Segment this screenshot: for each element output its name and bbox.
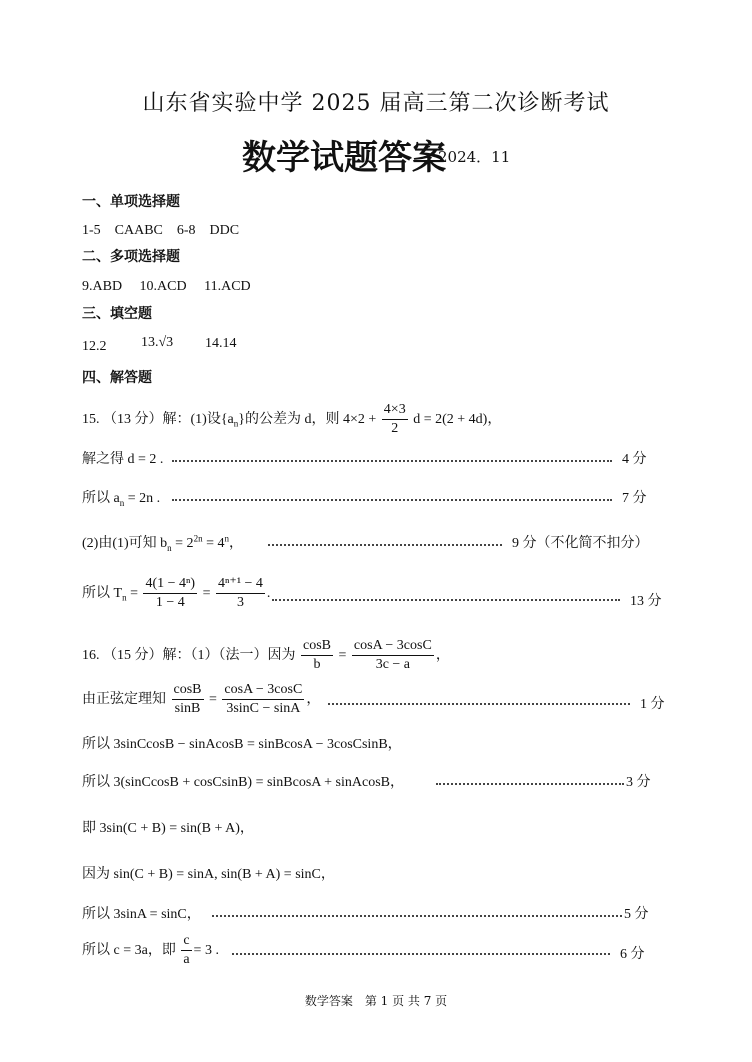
q15-fraction [382, 402, 408, 437]
q16-intro [82, 638, 450, 673]
q15-line-3-end: = 4 [202, 536, 225, 551]
dotted-leader [268, 543, 502, 546]
fill-blank-q12: 12.2 [82, 339, 107, 354]
dotted-leader [212, 914, 622, 917]
q16-line-7-text: 所以 c = 3a，即 [82, 942, 176, 958]
q15-line-3-sup: 2n [193, 533, 203, 544]
dotted-leader [232, 952, 610, 955]
q15-line-3-sup-2: n [224, 533, 229, 544]
q15-fraction-den: 2 [391, 421, 399, 437]
dotted-leader [172, 459, 612, 462]
multi-choice-answers: 9.ABD 10.ACD 11.ACD [82, 279, 251, 294]
q15-line-1-score: 4 分 [622, 452, 647, 467]
q16-line-1 [82, 682, 320, 717]
q15-line-4-text: 所以 T [82, 585, 123, 601]
q15-line-4-eq: = [126, 585, 138, 601]
q13-number: 13. [141, 335, 159, 350]
fill-blank-q13 [141, 335, 173, 351]
q16-f2-den: 3c − a [375, 657, 411, 673]
q16-l1-f2-den: 3sinC − sinA [226, 701, 301, 717]
q15-seq-close: } [238, 411, 245, 427]
q15-line-3 [82, 532, 243, 553]
q16-line-1-end: ， [306, 691, 321, 707]
q16-line-7 [82, 933, 219, 968]
section-heading-fill-blank: 三、填空题 [82, 306, 152, 322]
dotted-leader [436, 782, 624, 785]
q15-line-4-fraction-1 [143, 576, 197, 611]
q16-line-3: 所以 3(sinCcosB + cosCsinB) = sinBcosA + sinAcosB， [82, 775, 404, 790]
q16-line-1-eq: = [209, 691, 217, 707]
q16-line-7-end: = 3 . [193, 942, 219, 958]
q15-line-4-eq-2: = [202, 585, 211, 601]
section-heading-single-choice: 一、单项选择题 [82, 194, 180, 210]
q16-fraction-2 [352, 638, 434, 673]
q15-line-2-end: = 2n . [124, 491, 161, 506]
q13-value: √3 [158, 335, 174, 350]
q15-intro-text-2: 的公差为 d，则 4×2 + [245, 411, 377, 427]
q15-intro [82, 402, 501, 437]
q15-line-4-f2-num: 4ⁿ⁺¹ − 4 [216, 576, 265, 594]
q15-seq-open: {a [220, 411, 234, 427]
fill-blank-q14: 14.14 [205, 336, 237, 351]
q15-line-4-f2-den: 3 [236, 595, 244, 611]
q15-line-3-text: (2)由(1)可知 b [82, 536, 168, 551]
q16-intro-end: ， [435, 647, 450, 663]
q15-intro-text: 15. （13 分）解：(1)设 [82, 411, 221, 427]
q16-l7-f-num: c [181, 933, 191, 951]
q16-line-7-fraction [181, 933, 191, 968]
q15-line-4 [82, 576, 270, 611]
q16-l1-f2-num: cosA − 3cosC [222, 682, 304, 700]
q16-line-7-score: 6 分 [620, 947, 645, 962]
q15-line-3-sub: n [167, 542, 172, 553]
q15-line-4-sub: n [122, 592, 127, 603]
q16-f1-den: b [313, 657, 321, 673]
q16-line-4: 即 3sin(C + B) = sin(B + A)， [82, 821, 254, 836]
q16-l1-f1-den: sinB [174, 701, 201, 717]
q15-line-4-score: 13 分 [630, 594, 662, 609]
q16-l1-f1-num: cosB [172, 682, 204, 700]
section-heading-solutions: 四、解答题 [82, 370, 152, 386]
q15-line-2-text: 所以 a [82, 491, 120, 506]
q16-intro-text: 16. （15 分）解：（1）（法一）因为 [82, 647, 296, 663]
section-heading-multi-choice: 二、多项选择题 [82, 249, 180, 265]
page-footer: 数学答案 第 1 页 共 7 页 [304, 994, 448, 1008]
q15-line-3-score: 9 分（不化简不扣分） [512, 536, 649, 551]
q16-eq: = [338, 647, 347, 663]
dotted-leader [272, 598, 620, 601]
q15-line-2-sub: n [119, 497, 125, 508]
q15-seq-sub: n [233, 418, 239, 429]
dotted-leader [328, 702, 630, 705]
q16-line-2: 所以 3sinCcosB − sinAcosB = sinBcosA − 3cosCsinB， [82, 737, 402, 752]
q15-line-2 [82, 487, 160, 508]
q15-fraction-num: 4×3 [382, 402, 408, 420]
single-choice-answers: 1-5 CAABC 6-8 DDC [82, 223, 240, 238]
q16-line-6-score: 5 分 [624, 907, 649, 922]
q15-line-4-end: . [266, 585, 271, 601]
exam-title: 山东省实验中学 2025 届高三第二次诊断考试 [142, 91, 610, 116]
q15-line-3-mid: = 2 [171, 536, 194, 551]
q15-line-3-tail: ， [228, 536, 243, 551]
document-title: 数学试题答案 [242, 138, 446, 178]
q15-intro-text-3: d = 2(2 + 4d)， [413, 411, 502, 427]
document-date: 2024．11 [438, 148, 511, 166]
q16-line-1-text: 由正弦定理知 [82, 691, 166, 707]
q16-f2-num: cosA − 3cosC [352, 638, 434, 656]
q15-line-1: 解之得 d = 2 . [82, 452, 164, 467]
q16-line-3-score: 3 分 [626, 775, 651, 790]
q16-line-6: 所以 3sinA = sinC， [82, 907, 201, 922]
q16-line-1-score: 1 分 [640, 697, 665, 712]
q16-line-1-fraction-1 [172, 682, 204, 717]
q16-l7-f-den: a [183, 952, 190, 968]
q15-line-4-f1-den: 1 − 4 [155, 595, 185, 611]
q15-line-2-score: 7 分 [622, 491, 647, 506]
q15-line-4-fraction-2 [216, 576, 265, 611]
q15-line-4-f1-num: 4(1 − 4ⁿ) [143, 576, 197, 594]
q16-line-1-fraction-2 [222, 682, 304, 717]
q16-line-5: 因为 sin(C + B) = sinA, sin(B + A) = sinC， [82, 867, 335, 882]
q16-f1-num: cosB [301, 638, 333, 656]
q16-fraction-1 [301, 638, 333, 673]
dotted-leader [172, 498, 612, 501]
